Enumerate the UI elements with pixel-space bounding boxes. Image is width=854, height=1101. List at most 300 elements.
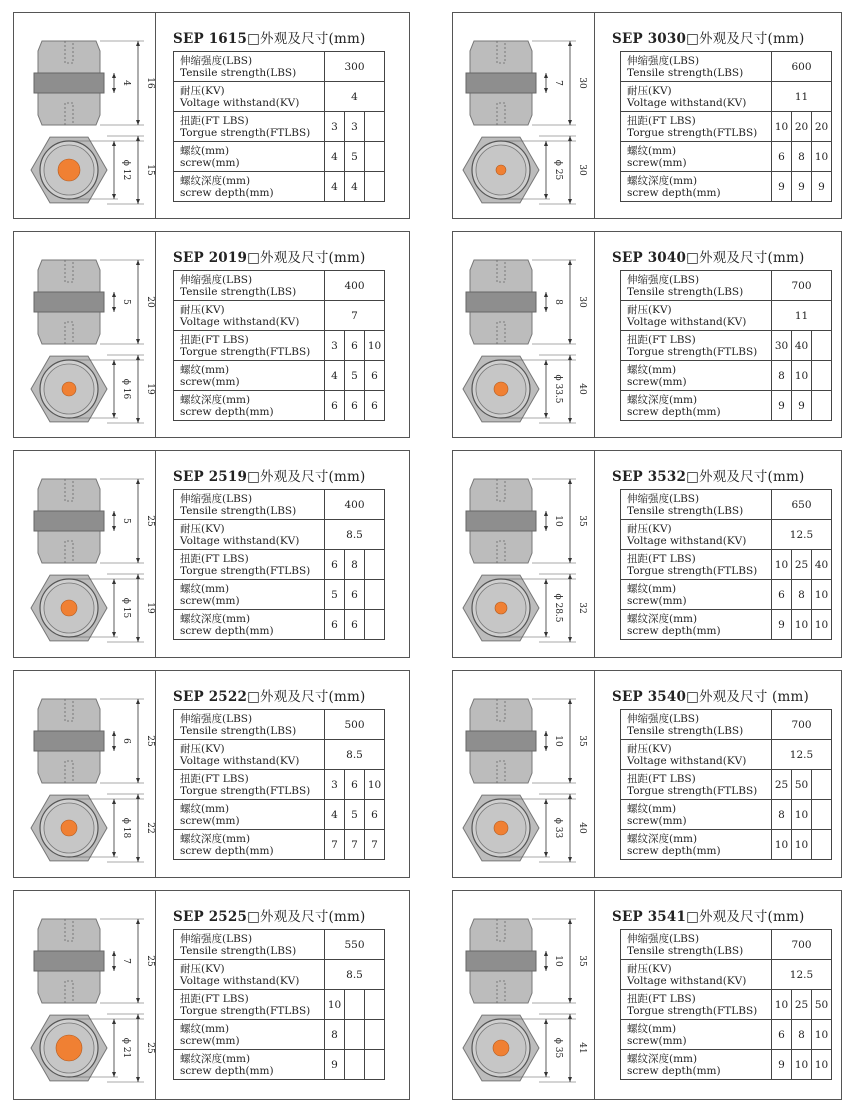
spec-label	[174, 800, 325, 830]
height-dimension-line-arrow-top	[568, 699, 572, 704]
spec-row-torque	[621, 990, 832, 1020]
product-title	[173, 27, 365, 47]
label-chinese: 扭距(FT LBS)	[180, 552, 249, 565]
label-english: Tensile strength(LBS)	[627, 504, 744, 517]
diameter-dimension-label: ϕ 35	[553, 1037, 563, 1059]
spec-label	[621, 172, 772, 202]
label-english: Torgue strength(FTLBS)	[627, 126, 758, 139]
spec-value-cell: 30	[772, 331, 792, 361]
screw-insert	[494, 382, 508, 396]
across-dimension-label: 25	[145, 1042, 155, 1054]
height-dimension-label: 35	[577, 955, 587, 967]
label-chinese: 耐压(KV)	[180, 303, 225, 316]
spec-label	[174, 1050, 325, 1080]
height-dimension-label: 25	[145, 735, 155, 747]
spec-value-cell: 50	[812, 990, 832, 1020]
spec-label	[621, 52, 772, 82]
label-chinese: 螺纹(mm)	[180, 802, 230, 815]
spec-value-cell: 10	[365, 770, 385, 800]
spec-row-torque	[621, 112, 832, 142]
product-title	[612, 246, 804, 266]
spec-label	[621, 930, 772, 960]
spec-table	[620, 489, 832, 640]
band-dimension-label: 10	[553, 735, 563, 747]
height-dimension-label: 35	[577, 515, 587, 527]
spec-row-depth	[621, 830, 832, 860]
spec-label	[621, 770, 772, 800]
spec-label	[174, 580, 325, 610]
spec-value-cell: 25	[792, 550, 812, 580]
spec-value-cell: 6	[325, 550, 345, 580]
spec-value-cell: 9	[792, 172, 812, 202]
drawing-pane	[453, 232, 595, 437]
spec-value-cell: 10	[792, 800, 812, 830]
spec-value: 700	[772, 271, 832, 301]
label-chinese: 螺纹深度(mm)	[627, 174, 698, 187]
insulator-drawing	[453, 891, 595, 1101]
across-dimension-line-arrow-bottom	[568, 1077, 572, 1082]
spec-row-screw	[174, 142, 385, 172]
label-english: Torgue strength(FTLBS)	[180, 1004, 311, 1017]
title-suffix: □外观及尺寸(mm)	[686, 909, 805, 925]
spec-label	[621, 710, 772, 740]
label-english: Tensile strength(LBS)	[627, 944, 744, 957]
insulator-band	[34, 511, 104, 531]
spec-value: 8.5	[325, 960, 385, 990]
label-english: Voltage withstand(KV)	[627, 315, 747, 328]
label-english: Voltage withstand(KV)	[180, 974, 300, 987]
band-dimension-line-arrow-top	[544, 731, 548, 736]
insulator-drawing	[14, 671, 156, 879]
spec-value-cell	[812, 361, 832, 391]
label-chinese: 扭距(FT LBS)	[180, 333, 249, 346]
product-title	[612, 465, 804, 485]
height-dimension-line-arrow-top	[568, 260, 572, 265]
band-dimension-line-arrow-top	[112, 731, 116, 736]
screw-insert	[494, 821, 508, 835]
across-dimension-label: 40	[577, 822, 587, 834]
spec-value-cell: 6	[325, 391, 345, 421]
label-chinese: 螺纹深度(mm)	[180, 832, 251, 845]
across-dimension-label: 41	[577, 1042, 587, 1054]
diameter-dimension-label: ϕ 12	[121, 159, 131, 181]
label-english: Torgue strength(FTLBS)	[627, 1004, 758, 1017]
spec-value-cell: 6	[345, 331, 365, 361]
spec-row-depth	[621, 391, 832, 421]
across-dimension-line-arrow-bottom	[136, 857, 140, 862]
height-dimension-line-arrow-top	[136, 41, 140, 46]
spec-row-depth	[174, 610, 385, 640]
band-dimension-line-arrow-bottom	[112, 966, 116, 971]
label-chinese: 扭距(FT LBS)	[180, 114, 249, 127]
product-title	[612, 905, 804, 925]
insulator-band	[34, 951, 104, 971]
across-dimension-line-arrow-top	[136, 794, 140, 799]
label-english: Torgue strength(FTLBS)	[627, 345, 758, 358]
band-dimension-line-arrow-bottom	[112, 746, 116, 751]
spec-value-cell: 3	[325, 770, 345, 800]
spec-row-tensile	[174, 52, 385, 82]
spec-label	[621, 142, 772, 172]
drawing-pane	[14, 671, 156, 877]
spec-value-cell: 5	[345, 361, 365, 391]
band-dimension-label: 5	[121, 299, 131, 305]
spec-value: 500	[325, 710, 385, 740]
diameter-dimension-line-arrow-bottom	[112, 194, 116, 199]
insulator-side-view	[466, 479, 536, 563]
spec-label	[621, 960, 772, 990]
label-chinese: 耐压(KV)	[180, 84, 225, 97]
title-suffix: □外观及尺寸(mm)	[247, 469, 366, 485]
label-chinese: 扭距(FT LBS)	[627, 333, 696, 346]
spec-row-depth	[174, 830, 385, 860]
title-suffix: □外观及尺寸(mm)	[247, 909, 366, 925]
spec-value-cell: 50	[792, 770, 812, 800]
product-card	[452, 670, 842, 878]
height-dimension-line-arrow-top	[568, 41, 572, 46]
spec-row-screw	[621, 1020, 832, 1050]
insulator-top-view	[31, 1015, 107, 1081]
spec-value-cell: 10	[325, 990, 345, 1020]
band-dimension-line-arrow-bottom	[112, 526, 116, 531]
drawing-pane	[453, 13, 595, 218]
spec-row-torque	[621, 770, 832, 800]
product-card	[452, 231, 842, 438]
model-name: SEP 2525	[173, 909, 248, 925]
spec-row-torque	[174, 331, 385, 361]
insulator-band	[466, 511, 536, 531]
title-suffix: □外观及尺寸(mm)	[686, 250, 805, 266]
band-dimension-line-arrow-bottom	[112, 307, 116, 312]
label-english: Tensile strength(LBS)	[180, 285, 297, 298]
spec-label	[174, 301, 325, 331]
label-english: Voltage withstand(KV)	[180, 534, 300, 547]
spec-table	[173, 709, 385, 860]
height-dimension-line-arrow-top	[136, 479, 140, 484]
spec-label	[174, 112, 325, 142]
band-dimension-label: 4	[121, 80, 131, 86]
spec-row-voltage	[174, 740, 385, 770]
spec-value-cell: 9	[325, 1050, 345, 1080]
spec-label	[174, 271, 325, 301]
label-chinese: 伸缩强度(LBS)	[627, 712, 700, 725]
diameter-dimension-line-arrow-top	[112, 579, 116, 584]
spec-value-cell: 6	[772, 142, 792, 172]
label-chinese: 扭距(FT LBS)	[627, 114, 696, 127]
drawing-pane	[14, 451, 156, 657]
spec-label	[174, 770, 325, 800]
insulator-drawing	[14, 891, 156, 1101]
spec-label	[621, 331, 772, 361]
across-dimension-label: 32	[577, 602, 587, 614]
spec-label	[174, 740, 325, 770]
label-english: screw(mm)	[627, 814, 687, 827]
spec-label	[174, 490, 325, 520]
spec-row-torque	[174, 990, 385, 1020]
insulator-band	[466, 292, 536, 312]
spec-label	[621, 361, 772, 391]
insulator-side-view	[34, 41, 104, 125]
label-english: Torgue strength(FTLBS)	[180, 564, 311, 577]
diameter-dimension-line-arrow-top	[112, 360, 116, 365]
screw-insert	[496, 165, 506, 175]
spec-value-cell: 9	[792, 391, 812, 421]
spec-label	[174, 930, 325, 960]
label-chinese: 伸缩强度(LBS)	[180, 492, 253, 505]
insulator-side-view	[34, 260, 104, 344]
height-dimension-line-arrow-bottom	[136, 120, 140, 125]
label-chinese: 螺纹(mm)	[627, 1022, 677, 1035]
label-english: screw(mm)	[180, 814, 240, 827]
insulator-band	[466, 951, 536, 971]
screw-insert	[61, 600, 77, 616]
spec-value-cell	[365, 172, 385, 202]
spec-value-cell: 6	[365, 361, 385, 391]
product-card	[452, 450, 842, 658]
spec-label	[174, 391, 325, 421]
label-chinese: 螺纹深度(mm)	[627, 1052, 698, 1065]
spec-value-cell: 10	[792, 1050, 812, 1080]
height-dimension-line-arrow-top	[136, 919, 140, 924]
drawing-pane	[14, 13, 156, 218]
spec-row-voltage	[174, 960, 385, 990]
across-dimension-line-arrow-top	[568, 355, 572, 360]
label-english: screw(mm)	[180, 156, 240, 169]
spec-label	[174, 331, 325, 361]
spec-row-depth	[174, 1050, 385, 1080]
spec-value: 550	[325, 930, 385, 960]
spec-value-cell: 9	[772, 610, 792, 640]
insulator-side-view	[466, 260, 536, 344]
spec-table	[173, 489, 385, 640]
diameter-dimension-label: ϕ 16	[121, 378, 131, 400]
label-english: Voltage withstand(KV)	[627, 96, 747, 109]
band-dimension-line-arrow-bottom	[112, 88, 116, 93]
height-dimension-label: 35	[577, 735, 587, 747]
product-card	[13, 670, 410, 878]
label-english: screw depth(mm)	[627, 405, 721, 418]
height-dimension-label: 25	[145, 515, 155, 527]
title-suffix: □外观及尺寸(mm)	[686, 469, 805, 485]
label-english: Tensile strength(LBS)	[627, 285, 744, 298]
across-dimension-line-arrow-top	[568, 794, 572, 799]
band-dimension-line-arrow-top	[112, 951, 116, 956]
across-dimension-line-arrow-bottom	[568, 418, 572, 423]
spec-label	[174, 1020, 325, 1050]
insulator-drawing	[14, 232, 156, 439]
insulator-drawing	[14, 451, 156, 659]
spec-label	[621, 1020, 772, 1050]
band-dimension-label: 5	[121, 518, 131, 524]
label-english: Torgue strength(FTLBS)	[627, 564, 758, 577]
height-dimension-line-arrow-bottom	[568, 778, 572, 783]
across-dimension-line-arrow-bottom	[568, 199, 572, 204]
spec-value: 600	[772, 52, 832, 82]
title-suffix: □外观及尺寸(mm)	[686, 31, 805, 47]
spec-value-cell: 3	[325, 112, 345, 142]
insulator-side-view	[34, 699, 104, 783]
diameter-dimension-line-arrow-top	[544, 141, 548, 146]
spec-row-screw	[621, 580, 832, 610]
model-name: SEP 3541	[612, 909, 687, 925]
spec-row-screw	[174, 800, 385, 830]
spec-value-cell	[365, 1050, 385, 1080]
spec-value: 7	[325, 301, 385, 331]
spec-value-cell: 7	[345, 830, 365, 860]
spec-value-cell: 5	[345, 142, 365, 172]
spec-value-cell: 40	[792, 331, 812, 361]
spec-label	[621, 82, 772, 112]
title-suffix: □外观及尺寸(mm)	[247, 250, 366, 266]
diameter-dimension-line-arrow-top	[544, 579, 548, 584]
label-english: Tensile strength(LBS)	[627, 66, 744, 79]
product-title	[173, 905, 365, 925]
height-dimension-line-arrow-bottom	[136, 998, 140, 1003]
spec-table	[173, 51, 385, 202]
label-chinese: 螺纹深度(mm)	[180, 1052, 251, 1065]
spec-label	[621, 1050, 772, 1080]
diameter-dimension-line-arrow-bottom	[544, 1072, 548, 1077]
spec-row-tensile	[174, 710, 385, 740]
spec-row-screw	[174, 1020, 385, 1050]
spec-label	[621, 580, 772, 610]
across-dimension-line-arrow-top	[136, 1014, 140, 1019]
label-english: Tensile strength(LBS)	[627, 724, 744, 737]
label-chinese: 螺纹(mm)	[180, 582, 230, 595]
product-title	[612, 685, 809, 705]
label-english: Voltage withstand(KV)	[180, 315, 300, 328]
spec-row-voltage	[174, 82, 385, 112]
spec-value: 650	[772, 490, 832, 520]
spec-table	[173, 929, 385, 1080]
label-english: screw depth(mm)	[180, 405, 274, 418]
label-chinese: 螺纹深度(mm)	[180, 174, 251, 187]
spec-label	[174, 710, 325, 740]
spec-value-cell: 7	[365, 830, 385, 860]
insulator-side-view	[466, 919, 536, 1003]
label-english: screw depth(mm)	[180, 844, 274, 857]
spec-value-cell	[365, 550, 385, 580]
height-dimension-line-arrow-bottom	[136, 778, 140, 783]
spec-value-cell	[812, 770, 832, 800]
label-chinese: 耐压(KV)	[627, 742, 672, 755]
spec-label	[621, 490, 772, 520]
spec-table	[620, 929, 832, 1080]
spec-value-cell: 6	[345, 770, 365, 800]
spec-value-cell: 8	[792, 142, 812, 172]
label-english: Voltage withstand(KV)	[627, 534, 747, 547]
across-dimension-label: 30	[577, 164, 587, 176]
spec-row-voltage	[621, 520, 832, 550]
spec-value-cell: 10	[772, 550, 792, 580]
spec-value: 12.5	[772, 520, 832, 550]
across-dimension-label: 15	[145, 164, 155, 176]
spec-value-cell	[365, 112, 385, 142]
label-chinese: 螺纹深度(mm)	[627, 832, 698, 845]
label-english: Torgue strength(FTLBS)	[180, 784, 311, 797]
height-dimension-line-arrow-bottom	[568, 120, 572, 125]
spec-value-cell: 6	[325, 610, 345, 640]
spec-row-tensile	[621, 490, 832, 520]
spec-value-cell	[812, 391, 832, 421]
label-english: Torgue strength(FTLBS)	[627, 784, 758, 797]
diameter-dimension-line-arrow-top	[544, 1019, 548, 1024]
label-english: screw(mm)	[180, 1034, 240, 1047]
label-chinese: 螺纹深度(mm)	[627, 393, 698, 406]
label-chinese: 螺纹(mm)	[627, 144, 677, 157]
label-english: Voltage withstand(KV)	[180, 96, 300, 109]
insulator-top-view	[31, 356, 107, 422]
diameter-dimension-label: ϕ 33.5	[553, 374, 563, 404]
label-chinese: 螺纹(mm)	[627, 802, 677, 815]
height-dimension-label: 30	[577, 296, 587, 308]
screw-insert	[493, 1040, 509, 1056]
spec-value: 8.5	[325, 740, 385, 770]
label-english: Voltage withstand(KV)	[627, 754, 747, 767]
spec-row-tensile	[174, 271, 385, 301]
spec-row-depth	[621, 610, 832, 640]
spec-label	[621, 271, 772, 301]
label-chinese: 扭距(FT LBS)	[180, 772, 249, 785]
diameter-dimension-label: ϕ 21	[121, 1037, 131, 1059]
spec-label	[174, 52, 325, 82]
band-dimension-line-arrow-bottom	[544, 307, 548, 312]
product-title	[612, 27, 804, 47]
model-name: SEP 3030	[612, 31, 687, 47]
label-english: Torgue strength(FTLBS)	[180, 345, 311, 358]
label-english: screw(mm)	[627, 156, 687, 169]
label-english: screw depth(mm)	[627, 624, 721, 637]
height-dimension-line-arrow-bottom	[568, 339, 572, 344]
label-chinese: 耐压(KV)	[627, 522, 672, 535]
insulator-top-view	[463, 795, 539, 861]
spec-value-cell	[345, 990, 365, 1020]
spec-value-cell	[365, 580, 385, 610]
label-chinese: 伸缩强度(LBS)	[627, 54, 700, 67]
spec-value-cell: 6	[772, 1020, 792, 1050]
spec-value: 400	[325, 490, 385, 520]
product-card	[13, 450, 410, 658]
label-english: screw depth(mm)	[180, 186, 274, 199]
insulator-top-view	[463, 137, 539, 203]
model-name: SEP 3540	[612, 689, 687, 705]
spec-label	[621, 800, 772, 830]
spec-value-cell: 10	[812, 1050, 832, 1080]
spec-label	[174, 990, 325, 1020]
spec-row-torque	[174, 770, 385, 800]
spec-value-cell: 10	[812, 610, 832, 640]
spec-table	[620, 270, 832, 421]
band-dimension-line-arrow-top	[112, 73, 116, 78]
across-dimension-line-arrow-top	[568, 574, 572, 579]
diameter-dimension-label: ϕ 25	[553, 159, 563, 181]
spec-value-cell: 10	[792, 830, 812, 860]
spec-label	[174, 550, 325, 580]
diameter-dimension-line-arrow-top	[112, 1019, 116, 1024]
title-suffix: □外观及尺寸 (mm)	[686, 689, 809, 705]
label-chinese: 耐压(KV)	[627, 962, 672, 975]
insulator-top-view	[463, 356, 539, 422]
spec-value-cell: 10	[792, 610, 812, 640]
insulator-drawing	[14, 13, 156, 220]
model-name: SEP 2519	[173, 469, 248, 485]
spec-value-cell: 9	[812, 172, 832, 202]
spec-value-cell: 4	[325, 361, 345, 391]
band-dimension-line-arrow-bottom	[544, 746, 548, 751]
label-chinese: 伸缩强度(LBS)	[180, 273, 253, 286]
spec-value-cell	[812, 331, 832, 361]
across-dimension-label: 40	[577, 383, 587, 395]
